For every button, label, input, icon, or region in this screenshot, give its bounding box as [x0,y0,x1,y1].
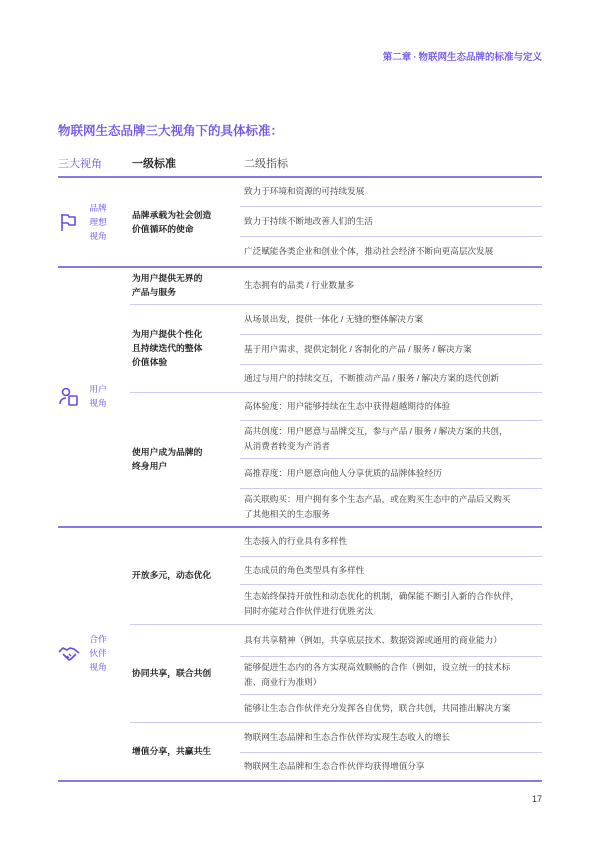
header-primary-standard: 一级标准 [132,158,176,170]
user-device-icon [58,385,80,407]
table-header [58,155,542,175]
page-number: 17 [531,794,542,804]
secondary-indicator: 生态拥有的品类 / 行业数量多 [244,279,355,290]
primary-standard: 为用户提供个性化 且持续迭代的整体 价值体验 [132,329,203,367]
primary-standard: 开放多元，动态优化 [132,570,212,580]
chapter-label: 第二章 [382,52,412,63]
secondary-indicator: 高体验度：用户能够持续在生态中获得超越期待的体验 [244,400,451,411]
primary-standard: 品牌承载为社会创造 价值循环的使命 [132,209,212,234]
secondary-indicator: 广泛赋能各类企业和创业个体，推动社会经济不断向更高层次发展 [244,245,494,256]
row-divider [240,694,542,695]
chapter-title: 物联网生态品牌的标准与定义 [418,52,542,63]
row-divider [240,364,542,365]
flag-icon [58,211,80,233]
secondary-indicator: 高关联购买：用户拥有多个生态产品，或在购买生态中的产品后又购买 了其他相关的生态服务 [244,494,511,519]
secondary-indicator: 基于用户需求，提供定制化 / 客制化的产品 / 服务 / 解决方案 [244,343,472,354]
perspective-divider [58,526,542,528]
row-divider [240,206,542,207]
secondary-indicator: 致力于持续不断地改善人们的生活 [244,215,373,226]
secondary-indicator: 能够促进生态内的各方实现高效顺畅的合作（例如，设立统一的技术标 准、商业行为准则） [244,662,511,687]
secondary-indicator: 通过与用户的持续交互，不断推动产品 / 服务 / 解决方案的迭代创新 [244,372,499,383]
row-divider [240,236,542,237]
secondary-indicator: 具有共享精神（例如，共享底层技术、数据资源或通用的商业能力） [244,634,502,645]
primary-standard: 增值分享，共赢共生 [132,746,212,756]
header-separator: · [413,52,417,63]
primary-standard: 协同共享，联合共创 [132,668,212,678]
primary-standard: 为用户提供无界的 产品与服务 [132,273,203,297]
perspective-label: 用户 视角 [89,384,107,408]
perspective-label: 品牌 理想 视角 [89,202,107,241]
row-divider [240,584,542,585]
row-divider [240,656,542,657]
header-perspective: 三大视角 [58,158,102,170]
secondary-indicator: 高共创度：用户愿意与品牌交互，参与产品 / 服务 / 解决方案的共创， 从消费者转变为产消者 [244,426,508,451]
perspective-label: 合作 伙伴 视角 [89,634,107,672]
row-divider [240,752,542,753]
group-divider [130,722,542,723]
table-top-rule [58,176,542,178]
secondary-indicator: 生态成员的角色类型具有多样性 [244,564,365,575]
secondary-indicator: 高推荐度：用户愿意向他人分享优质的品牌体验经历 [244,467,442,478]
secondary-indicator: 致力于环境和资源的可持续发展 [244,186,365,196]
secondary-indicator: 物联网生态品牌和生态合作伙伴均获得增值分享 [244,760,425,771]
secondary-indicator: 生态始终保持开放性和动态优化的机制，确保能不断引入新的合作伙伴， 同时亦能对合作伙伴进行优胜劣汰 [244,591,520,616]
perspective-divider [58,780,542,782]
perspective-divider [58,266,542,268]
secondary-indicator: 物联网生态品牌和生态合作伙伴均实现生态收入的增长 [244,731,451,742]
header-secondary-indicator: 二级指标 [244,158,288,170]
section-title: 物联网生态品牌三大视角下的具体标准： [58,124,284,138]
handshake-icon [58,642,80,664]
row-divider [240,458,542,459]
secondary-indicator: 从场景出发，提供一体化 / 无缝的整体解决方案 [244,313,424,324]
secondary-indicator: 生态接入的行业具有多样性 [244,535,348,546]
row-divider [240,420,542,421]
secondary-indicator: 能够让生态合作伙伴充分发挥各自优势，联合共创，共同推出解决方案 [244,702,511,713]
row-divider [240,556,542,557]
group-divider [130,624,542,625]
running-header [383,49,542,63]
row-divider [240,488,542,489]
primary-standard: 使用户成为品牌的 终身用户 [132,447,203,471]
group-divider [130,304,542,305]
row-divider [240,334,542,335]
group-divider [130,392,542,393]
